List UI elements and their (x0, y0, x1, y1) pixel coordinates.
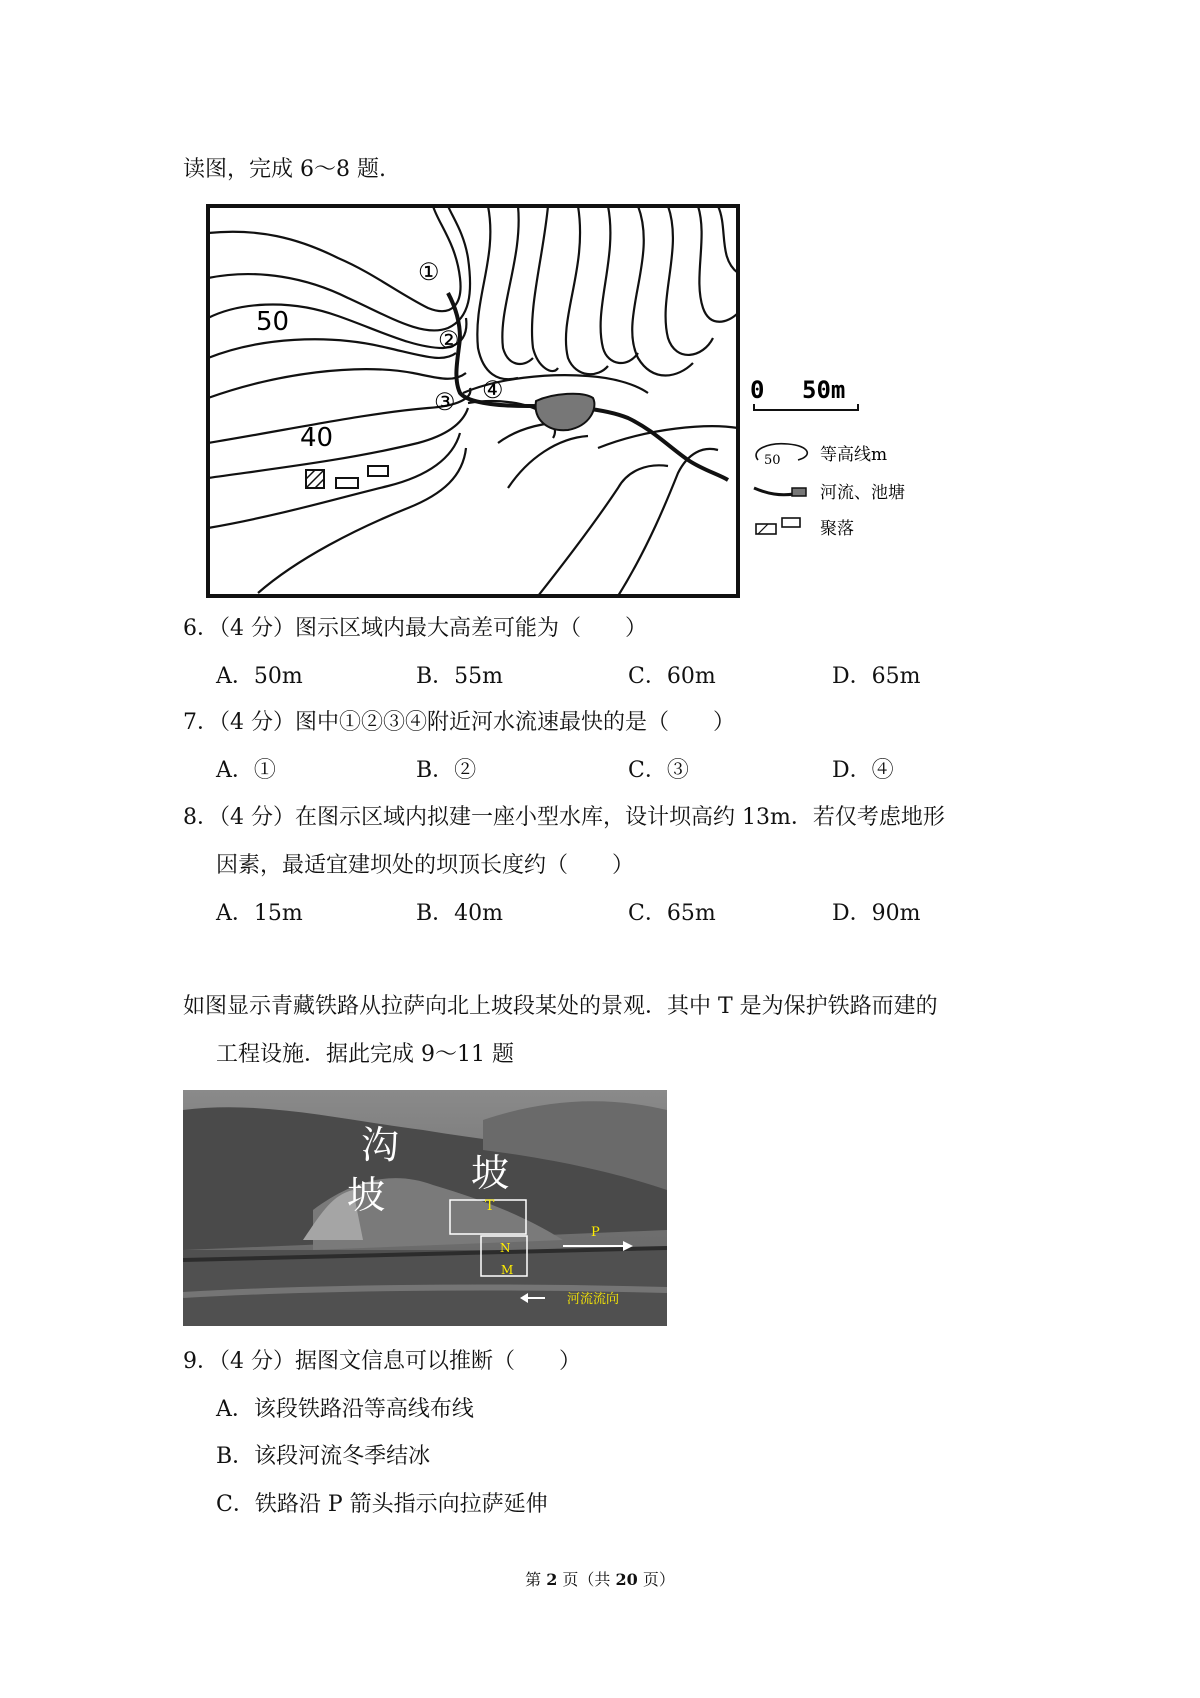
photo-label-po-right: 坡 (471, 1151, 510, 1195)
q6-option-b[interactable]: B．55m (416, 664, 504, 689)
photo-label-M: M (501, 1263, 514, 1277)
point-label-4: ④ (482, 376, 504, 404)
q8-option-b[interactable]: B．40m (416, 901, 504, 926)
footer-post: 页） (637, 1570, 675, 1589)
photo-label-P: P (591, 1225, 600, 1240)
contour-label-40: 40 (300, 423, 334, 453)
footer-pre: 第 (525, 1570, 547, 1589)
q8-option-d[interactable]: D．90m (832, 901, 921, 926)
q6-option-a[interactable]: A．50m (216, 664, 303, 689)
settlement-marks (306, 466, 388, 488)
photo-label-T: T (485, 1198, 495, 1214)
footer-total-pages: 20 (615, 1570, 638, 1589)
question-8-stem-line2: 因素，最适宜建坝处的坝顶长度约（ ） (216, 853, 635, 878)
q8-option-a[interactable]: A．15m (216, 901, 303, 926)
q7-option-c[interactable]: C．③ (628, 758, 689, 783)
page-footer (0, 1567, 1200, 1590)
contour-label-50: 50 (256, 307, 290, 337)
legend-river-symbol (754, 488, 794, 495)
intro-text-6-8: 读图，完成 6～8 题. (183, 157, 386, 182)
q9-option-a[interactable]: A．该段铁路沿等高线布线 (216, 1397, 474, 1422)
intro-text-9-11-line2: 工程设施．据此完成 9～11 题 (216, 1042, 514, 1067)
intro-text-9-11-line1: 如图显示青藏铁路从拉萨向北上坡段某处的景观．其中 T 是为保护铁路而建的 (183, 994, 938, 1019)
photo-label-po-left: 坡 (347, 1173, 386, 1217)
scale-bar (750, 376, 858, 410)
scale-zero: 0 (750, 376, 765, 404)
scale-distance: 50m (802, 376, 846, 404)
photo-label-N: N (500, 1241, 511, 1255)
point-label-1: ① (418, 258, 440, 286)
question-8-stem-line1: 8．（4 分）在图示区域内拟建一座小型水库，设计坝高约 13m．若仅考虑地形 (183, 805, 945, 830)
q9-option-b[interactable]: B．该段河流冬季结冰 (216, 1444, 431, 1469)
footer-mid: 页（共 (557, 1570, 616, 1589)
question-6-stem: 6．（4 分）图示区域内最大高差可能为（ ） (183, 616, 647, 641)
legend-contour-num: 50 (764, 453, 781, 468)
point-label-2: ② (438, 326, 460, 354)
q7-option-a[interactable]: A．① (216, 758, 276, 783)
question-9-stem: 9．（4 分）据图文信息可以推断（ ） (183, 1349, 581, 1374)
q7-option-d[interactable]: D．④ (832, 758, 894, 783)
legend-settlement-label: 聚落 (820, 519, 854, 539)
q6-option-c[interactable]: C．60m (628, 664, 716, 689)
q6-option-d[interactable]: D．65m (832, 664, 921, 689)
q7-option-b[interactable]: B．② (416, 758, 477, 783)
legend-contour-label: 等高线m (820, 445, 888, 465)
legend-river-label: 河流、池塘 (820, 483, 905, 503)
map-legend (754, 444, 905, 539)
footer-page-number: 2 (546, 1570, 558, 1589)
photo-label-flow: 河流流向 (567, 1292, 620, 1307)
pond (536, 394, 595, 430)
photo-label-gou: 沟 (361, 1123, 400, 1167)
q9-option-c[interactable]: C．铁路沿 P 箭头指示向拉萨延伸 (216, 1492, 548, 1517)
point-label-3: ③ (434, 388, 456, 416)
question-7-stem: 7．（4 分）图中①②③④附近河水流速最快的是（ ） (183, 710, 735, 735)
railway-landscape-photo (183, 1090, 667, 1326)
contour-map-figure (198, 198, 932, 604)
q8-option-c[interactable]: C．65m (628, 901, 716, 926)
